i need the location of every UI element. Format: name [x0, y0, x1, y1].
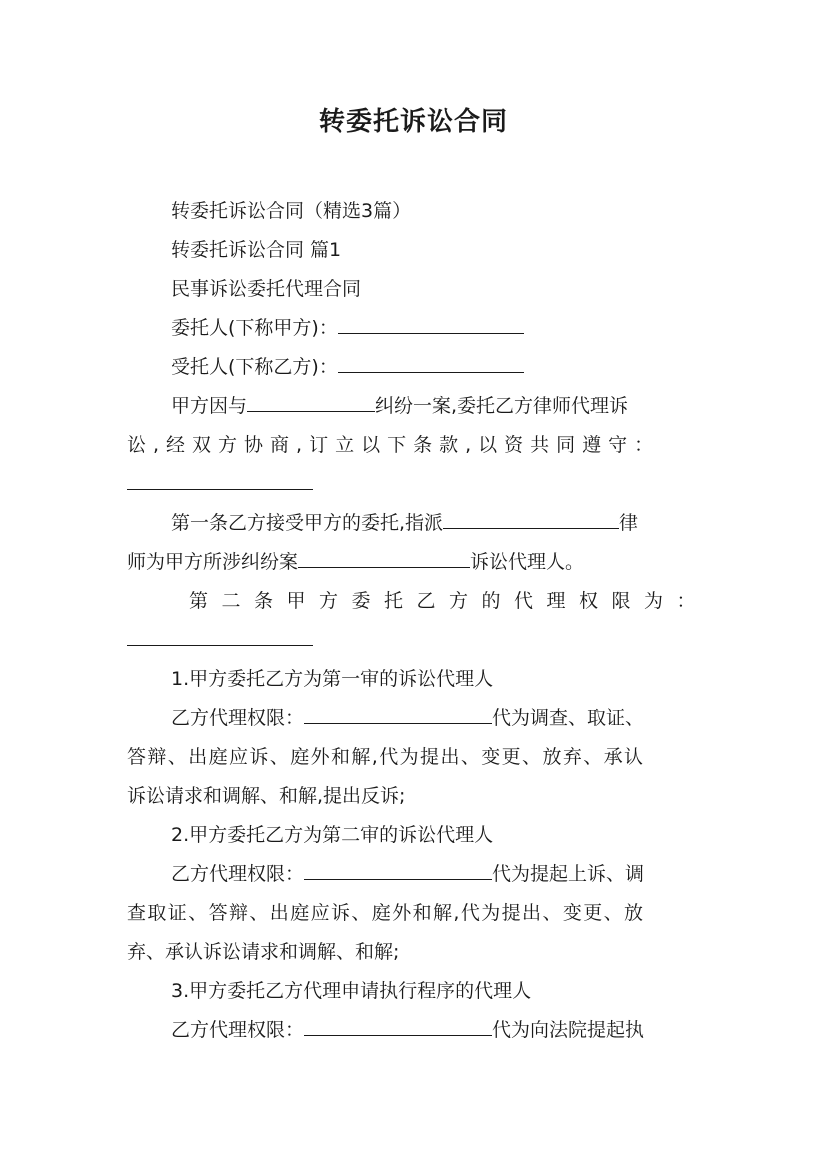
text-segment: 乙方代理权限： [171, 707, 305, 729]
agent-label: 受托人(下称乙方)： [171, 356, 338, 378]
paragraph-line [127, 705, 701, 731]
text-segment: 代为向法院提起执 [492, 1019, 645, 1041]
contract-name: 民事诉讼委托代理合同 [171, 278, 362, 300]
lawyer-blank [443, 510, 619, 529]
authority-blank [304, 1017, 492, 1036]
text-segment: 甲方因与 [171, 395, 248, 417]
case-blank [298, 549, 470, 568]
section-heading: 转委托诉讼合同 篇1 [171, 239, 342, 261]
paragraph-line [127, 510, 701, 536]
principal-blank [338, 315, 524, 334]
principal-line [127, 315, 701, 341]
paragraph-line [127, 549, 701, 575]
text-segment: 第一条乙方接受甲方的委托,指派 [171, 512, 444, 534]
fill-blank-line [127, 489, 313, 490]
paragraph-line [127, 1017, 701, 1043]
article-two-heading: 第二条甲方委托乙方的代理权限为： [189, 590, 710, 612]
agent-blank [338, 354, 524, 373]
paragraph-line [127, 861, 701, 887]
paragraph-line: 讼,经双方协商,订立以下条款,以资共同遵守： [127, 434, 661, 456]
document-title: 转委托诉讼合同 [318, 107, 508, 137]
text-segment: 纠纷一案,委托乙方律师代理诉 [375, 395, 629, 417]
text-segment: 师为甲方所涉纠纷案 [127, 551, 299, 573]
text-segment: 律 [619, 512, 639, 534]
fill-blank-line [127, 645, 313, 646]
text-segment: 乙方代理权限： [171, 863, 305, 885]
authority-blank [304, 861, 492, 880]
authority-blank [304, 705, 492, 724]
paragraph-line [127, 393, 701, 419]
text-segment: 代为提起上诉、调 [492, 863, 645, 885]
list-item-heading: 3.甲方委托乙方代理申请执行程序的代理人 [171, 980, 532, 1002]
paragraph-line: 答辩、出庭应诉、庭外和解,代为提出、变更、放弃、承认 [127, 746, 645, 768]
list-item-heading: 2.甲方委托乙方为第二审的诉讼代理人 [171, 824, 494, 846]
text-segment: 乙方代理权限： [171, 1019, 305, 1041]
subtitle-line: 转委托诉讼合同（精选3篇） [171, 200, 412, 222]
principal-label: 委托人(下称甲方)： [171, 317, 338, 339]
list-item-heading: 1.甲方委托乙方为第一审的诉讼代理人 [171, 668, 494, 690]
text-segment: 诉讼代理人。 [470, 551, 585, 573]
paragraph-line: 诉讼请求和调解、和解,提出反诉; [127, 785, 406, 807]
paragraph-line: 弃、承认诉讼请求和调解、和解; [127, 941, 400, 963]
paragraph-line: 查取证、答辩、出庭应诉、庭外和解,代为提出、变更、放 [127, 902, 645, 924]
agent-line [127, 354, 701, 380]
dispute-party-blank [247, 393, 375, 412]
text-segment: 代为调查、取证、 [492, 707, 645, 729]
